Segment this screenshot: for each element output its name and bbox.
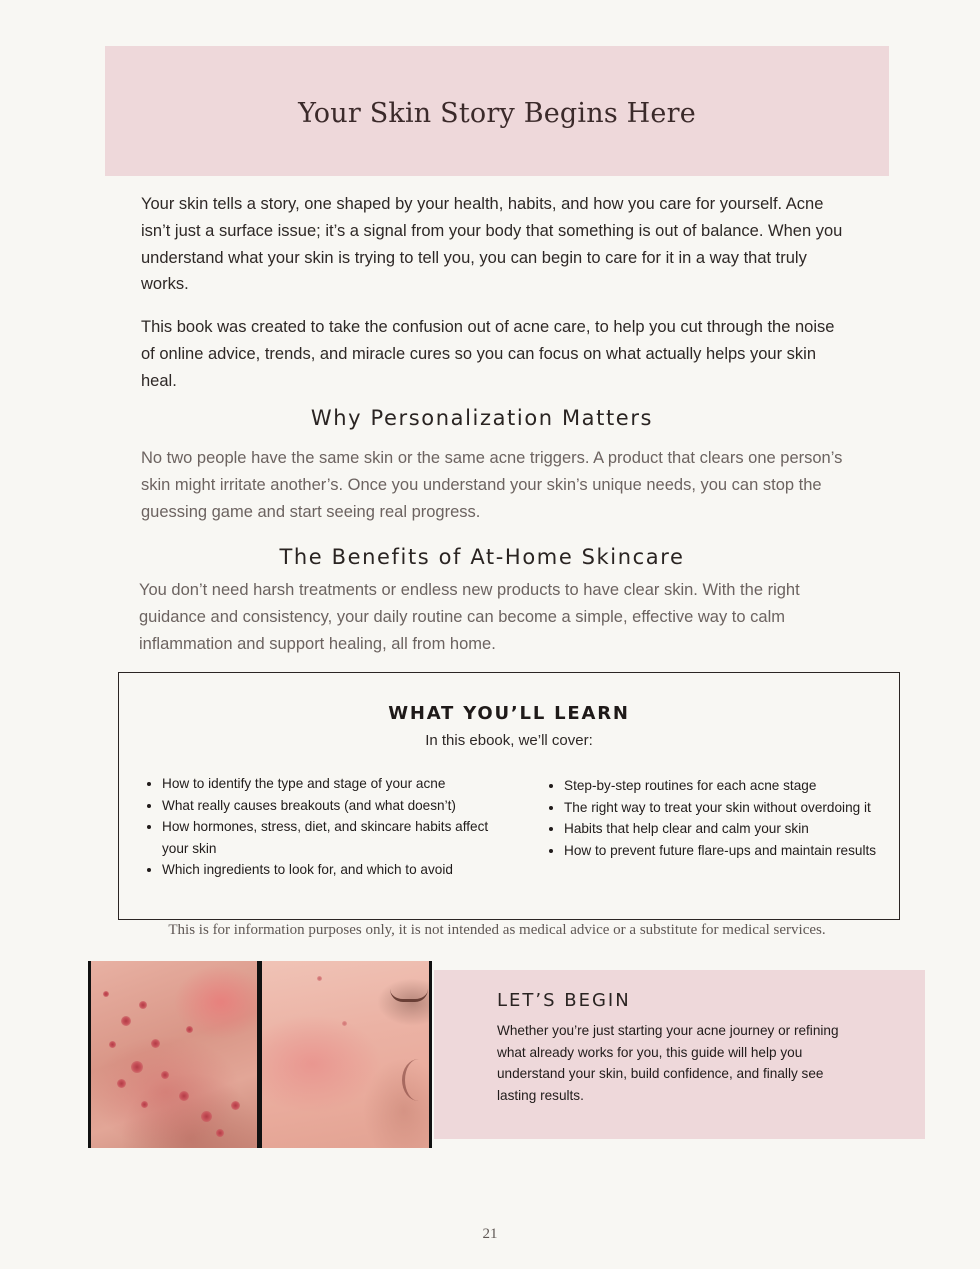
list-item: • How to identify the type and stage of your acne [162,773,507,795]
benefits-heading: The Benefits of At-Home Skincare [279,545,685,569]
list-item: • How hormones, stress, diet, and skincare habits affect your skin [162,816,507,859]
learn-subheading: In this ebook, we’ll cover: [425,732,593,749]
disclaimer: This is for information purposes only, it is not intended as medical advice or a substitute for medical services. [168,922,826,938]
learn-heading: WHAT YOU’LL LEARN [388,703,630,724]
page-title: Your Skin Story Begins Here [298,97,696,129]
before-photo [88,961,260,1148]
learn-list-right [546,775,894,861]
lets-begin-text: Whether you’re just starting your acne journey or refining what already works for you, this guide will help you understand your skin, build confidence, and finally see lasting results. [497,1023,839,1104]
intro-paragraph-2: This book was created to take the confusion out of acne care, to help you cut through the noise of online advice, trends, and miracle cures so you can focus on what actually helps your skin heal. [141,318,835,390]
lets-begin-box [434,970,925,1139]
intro-paragraph-1: Your skin tells a story, one shaped by your health, habits, and how you care for yourself. Acne isn’t just a surface issue; it’s a signal from your body that something is out of balance. When you understand what your skin is trying to tell you, you can begin to care for it in a way that truly works. [141,195,843,294]
learn-box [118,672,900,920]
personalization-text: No two people have the same skin or the same acne triggers. A product that clears one person’s skin might irritate another’s. Once you understand your skin’s unique needs, you can stop the guessing game and start seeing real progress. [141,449,843,521]
learn-list-left [144,773,507,881]
face-with-acne-image [91,961,257,1148]
page-number: 21 [482,1226,498,1242]
title-banner [105,46,889,176]
list-item: • Which ingredients to look for, and which to avoid [162,859,507,881]
benefits-text: You don’t need harsh treatments or endless new products to have clear skin. With the right guidance and consistency, your daily routine can become a simple, effective way to calm inflammation and support healing, all from home. [139,581,800,653]
list-item: • What really causes breakouts (and what doesn’t) [162,795,507,817]
list-item: • The right way to treat your skin without overdoing it [564,797,894,819]
list-item: • Habits that help clear and calm your skin [564,818,894,840]
personalization-heading: Why Personalization Matters [310,406,654,430]
list-item: • How to prevent future flare-ups and maintain results [564,840,894,862]
clear-face-image [262,961,429,1148]
list-item: • Step-by-step routines for each acne stage [564,775,894,797]
after-photo [259,961,432,1148]
lets-begin-heading: LET’S BEGIN [497,990,631,1011]
